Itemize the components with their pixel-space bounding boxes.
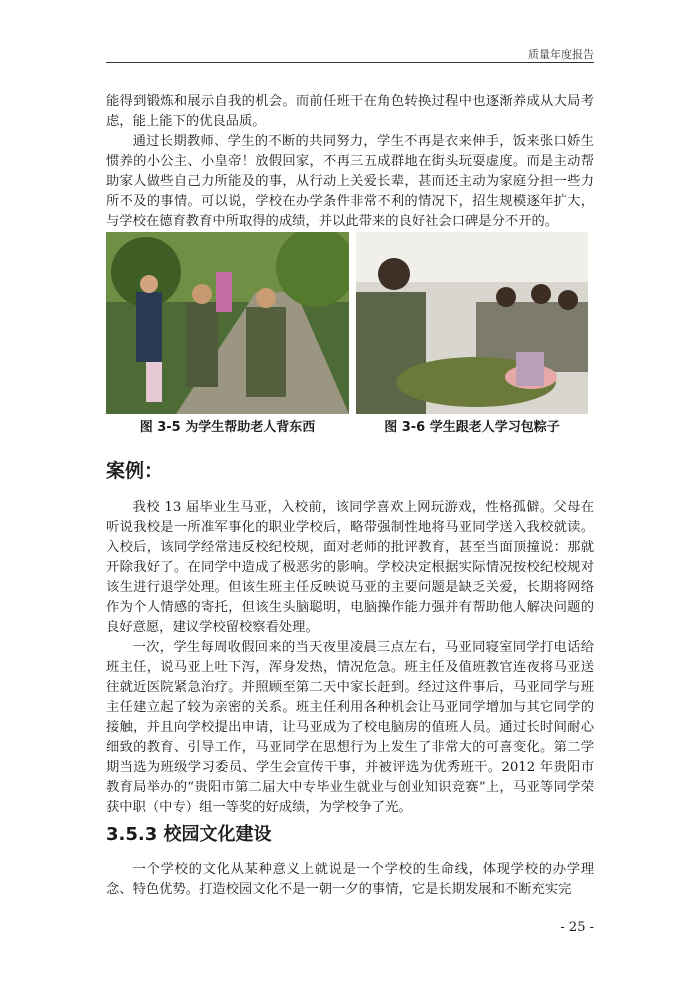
header-title: 质量年度报告 xyxy=(528,48,594,61)
case-heading: 案例： xyxy=(106,460,164,482)
section-heading: 3.5.3 校园文化建设 xyxy=(106,824,272,845)
page-number: - 25 - xyxy=(560,920,594,935)
figure-3-5-photo xyxy=(106,232,349,414)
section-paragraph-1: 一个学校的文化从某种意义上就说是一个学校的生命线，体现学校的办学理念、特色优势。打造校园文化不是一朝一夕的事情，它是长期发展和不断充实完 xyxy=(106,862,594,897)
figure-3-6-illustration xyxy=(356,232,588,414)
figure-3-5-illustration xyxy=(106,232,349,414)
page-header xyxy=(106,48,594,63)
intro-paragraph-1: 能得到锻炼和展示自我的机会。而前任班干在角色转换过程中也逐渐养成从大局考虑，能上能下的优良品质。 xyxy=(106,94,594,129)
intro-paragraph-2: 通过长期教师、学生的不断的共同努力，学生不再是衣来伸手，饭来张口娇生惯养的小公主、小皇帝！放假回家，不再三五成群地在街头玩耍虚度。而是主动帮助家人做些自己力所能及的事，从行动上关爱长辈，甚而还主动为家庭分担一些力所不及的事情。可以说，学校在办学条件非常不利的情况下，招生规模逐年扩大，与学校在德育教育中所取得的成绩，并以此带来的良好社会口碑是分不开的。 xyxy=(106,134,594,229)
figure-3-6-caption: 图 3-6 学生跟老人学习包粽子 xyxy=(384,420,560,435)
case-paragraph-1: 我校 13 届毕业生马亚，入校前，该同学喜欢上网玩游戏，性格孤僻。父母在听说我校是一所准军事化的职业学校后，略带强制性地将马亚同学送入我校就读。入校后，该同学经常违反校纪校规，面对老师的批评教育，甚至当面顶撞说：那就开除我好了。在同学中造成了极恶劣的影响。学校决定根据实际情况按校纪校规对该生进行退学处理。但该生班主任反映说马亚的主要问题是缺乏关爱，长期将网络作为个人情感的寄托，但该生头脑聪明，电脑操作能力强并有帮助他人解决问题的良好意愿，建议学校留校察看处理。 xyxy=(106,500,594,635)
figure-3-6-photo xyxy=(356,232,588,414)
case-paragraph-2: 一次，学生每周收假回来的当天夜里凌晨三点左右，马亚同寝室同学打电话给班主任，说马亚上吐下泻，浑身发热，情况危急。班主任及值班教官连夜将马亚送往就近医院紧急治疗。并照顾至第二天中家长赶到。经过这件事后，马亚同学与班主任建立起了较为亲密的关系。班主任利用各种机会让马亚同学增加与其它同学的接触，并且向学校提出申请，让马亚成为了校电脑房的值班人员。通过长时间耐心细致的教育、引导工作，马亚同学在思想行为上发生了非常大的可喜变化。第二学期当选为班级学习委员、学生会宣传干事，并被评选为优秀班干。2012 年贵阳市教育局举办的“贵阳市第二届大中专毕业生就业与创业知识竞赛”上，马亚等同学荣获中职（中专）组一等奖的好成绩，为学校争了光。 xyxy=(106,640,594,815)
figure-3-5-caption: 图 3-5 为学生帮助老人背东西 xyxy=(139,420,316,435)
